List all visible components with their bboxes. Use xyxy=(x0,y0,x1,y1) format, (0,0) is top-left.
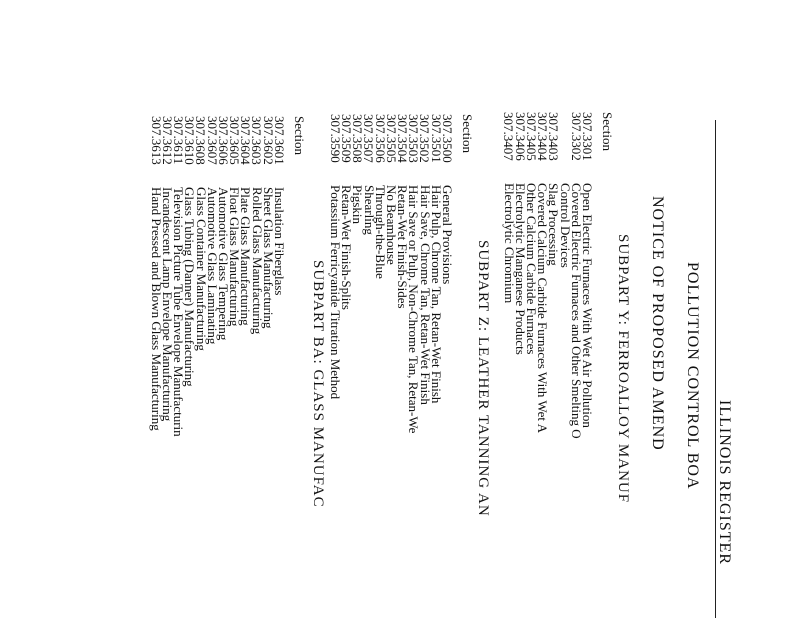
section-number: 307.3604 xyxy=(238,116,254,165)
section-title: Retan-Wet Finish-Sides xyxy=(395,185,411,309)
section-label: Section xyxy=(600,112,615,151)
section-number: 307.3601 xyxy=(271,116,287,165)
section-title: Retan-Wet Finish-Splits xyxy=(339,185,355,310)
section-number: 307.3509 xyxy=(339,114,355,163)
section-number: 307.3603 xyxy=(249,116,265,165)
section-number: 307.3302 xyxy=(568,112,584,161)
subpart-y-section-column xyxy=(503,112,613,161)
section-number: 307.3610 xyxy=(182,116,198,165)
section-number: 307.3501 xyxy=(428,114,444,163)
section-title: Covered Calcium Carbide Furnaces With Wet A xyxy=(535,183,551,433)
section-number: 307.3611 xyxy=(171,116,187,165)
section-number: 307.3406 xyxy=(512,112,528,161)
section-title: Glass Container Manufacturing xyxy=(193,187,209,351)
section-title: Hair Save, Chrome Tan, Retan-Wet Finish xyxy=(417,185,433,405)
section-title: Open Electric Furnaces With Wet Air Pollution xyxy=(580,183,595,428)
section-number: 307.3506 xyxy=(372,114,388,163)
section-number: 307.3500 xyxy=(439,114,455,163)
subpart-y-heading: SUBPART Y: FERROALLOY MANUF xyxy=(615,234,631,504)
section-title: Rolled Glass Manufacturing xyxy=(249,187,265,335)
section-label: Section xyxy=(292,116,307,155)
subpart-z-section-column xyxy=(327,114,475,163)
notice-heading: NOTICE OF PROPOSED AMEND xyxy=(649,196,666,451)
section-number: 307.3612 xyxy=(159,116,175,165)
section-title: General Provisions xyxy=(440,185,455,285)
subpart-z-heading: SUBPART Z: LEATHER TANNING AN xyxy=(475,240,491,517)
subpart-y-title-column xyxy=(501,183,595,439)
subpart-ba-heading: SUBPART BA: GLASS MANUFAC xyxy=(310,260,326,508)
running-head: ILLINOIS REGISTER xyxy=(716,400,733,565)
section-title: Through-the-Blue xyxy=(372,185,388,279)
section-title: Plate Glass Manufacturing xyxy=(238,187,254,326)
section-label: Section xyxy=(460,114,475,153)
section-title: Shearling xyxy=(361,185,377,235)
section-title: Insulation Fiberglass xyxy=(272,187,287,296)
section-number: 307.3608 xyxy=(193,116,209,165)
section-title: Electrolytic Manganese Products xyxy=(512,183,528,355)
section-title: Potassium Ferricyanide Titration Method xyxy=(328,185,344,400)
section-number: 307.3508 xyxy=(350,114,366,163)
section-number: 307.3301 xyxy=(579,112,595,161)
section-title: Float Glass Manufacturing xyxy=(227,187,243,327)
section-number: 307.3404 xyxy=(535,112,551,161)
agency-heading: POLLUTION CONTROL BOA xyxy=(684,262,701,490)
subpart-z-title-column xyxy=(330,185,453,433)
section-title: Covered Electric Furnaces and Other Smelting O xyxy=(568,183,584,439)
subpart-ba-title-column xyxy=(148,187,287,437)
section-title: Control Devices xyxy=(557,183,573,268)
section-number: 307.3403 xyxy=(546,112,562,161)
section-title: Slag Processing xyxy=(546,183,562,266)
section-number: 307.3606 xyxy=(215,116,231,165)
section-title: Automotive Glass Laminating xyxy=(204,187,220,345)
section-title: Hair Save or Pulp, Non-Chrome Tan, Retan-We xyxy=(406,185,422,434)
section-number: 307.3507 xyxy=(361,114,377,163)
section-title: Glass Tubing (Danner) Manufacturing xyxy=(182,187,198,387)
section-title: Television Picture Tube Envelope Manufacturin xyxy=(171,187,187,437)
section-number: 307.3590 xyxy=(327,114,343,163)
section-title: Automotive Glass Tempering xyxy=(216,187,232,341)
section-number: 307.3605 xyxy=(227,116,243,165)
section-number: 307.3503 xyxy=(406,114,422,163)
section-title: Sheet Glass Manufacturing xyxy=(260,187,276,329)
section-title: Pigskin xyxy=(350,185,366,225)
section-title: Hand Pressed and Blown Glass Manufacturing xyxy=(148,187,164,431)
section-number: 307.3607 xyxy=(204,116,220,165)
section-number: 307.3502 xyxy=(417,114,433,163)
subpart-ba-section-column xyxy=(148,116,307,165)
section-title: No Beamhouse xyxy=(384,185,400,265)
section-number: 307.3504 xyxy=(395,114,411,163)
section-number: 307.3602 xyxy=(260,116,276,165)
section-title: Incandescent Lamp Envelope Manufacturing xyxy=(160,187,176,422)
section-number: 307.3613 xyxy=(148,116,164,165)
section-title: Hair Pulp, Chrome Tan, Retan-Wet Finish xyxy=(428,185,444,404)
section-number: 307.3405 xyxy=(523,112,539,161)
section-number: 307.3505 xyxy=(383,114,399,163)
section-number: 307.3407 xyxy=(501,112,517,161)
section-title: Electrolytic Chromium xyxy=(501,183,517,304)
section-title: Other Calcium Carbide Furnaces xyxy=(524,183,540,355)
